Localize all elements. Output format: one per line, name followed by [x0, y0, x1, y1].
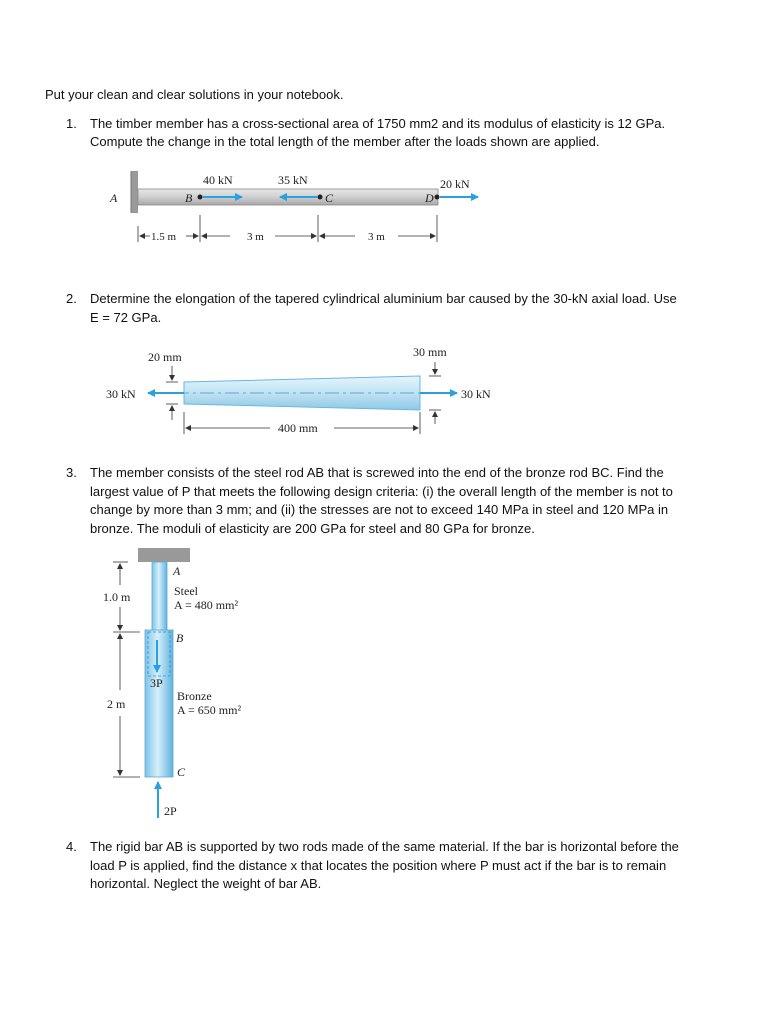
- q1-dim-2: 3 m: [247, 231, 264, 243]
- q3-load-2p: 2P: [164, 804, 177, 818]
- q4-line-2: load P is applied, find the distance x that locates the position where P must act if the bar is to remain: [90, 858, 667, 873]
- q1-label-b: B: [185, 191, 193, 205]
- q1-load-b: 40 kN: [203, 173, 233, 187]
- q3-steel-rod: [152, 562, 167, 632]
- q3-length-bronze: 2 m: [107, 697, 126, 711]
- q1-wall: [131, 171, 138, 213]
- q2-line-2: E = 72 GPa.: [90, 310, 162, 325]
- q3-label-b: B: [176, 631, 184, 645]
- q4-line-1: The rigid bar AB is supported by two rods made of the same material. If the bar is horizontal before the: [90, 839, 679, 854]
- q2-line-1: Determine the elongation of the tapered cylindrical aluminium bar caused by the 30-kN axial load. Use: [90, 291, 677, 306]
- q2-diameter-left: 20 mm: [148, 350, 182, 364]
- q3-line-2: largest value of P that meets the following design criteria: (i) the overall length of the member is not to: [90, 484, 673, 499]
- q4-number: 4.: [66, 839, 77, 854]
- q3-steel-area: A = 480 mm²: [174, 598, 239, 612]
- q1-label-a: A: [110, 191, 118, 205]
- q1-label-d: D: [425, 191, 434, 205]
- q3-line-3: change by more than 3 mm; and (ii) the stresses are not to exceed 140 MPa in steel and 120 MPa in: [90, 502, 669, 517]
- q1-dim-1: 1.5 m: [151, 231, 177, 243]
- q1-load-d: 20 kN: [440, 177, 470, 191]
- q2-length: 400 mm: [278, 421, 318, 435]
- q3-bronze-rod: [145, 630, 173, 777]
- q3-line-4: bronze. The moduli of elasticity are 200 GPa for steel and 80 GPa for bronze.: [90, 521, 535, 536]
- q1-label-c: C: [325, 191, 334, 205]
- q3-length-steel: 1.0 m: [103, 590, 131, 604]
- q1-number: 1.: [66, 116, 77, 131]
- q1-dimensions: [138, 215, 437, 242]
- q2-load-right: 30 kN: [461, 387, 491, 401]
- q3-number: 3.: [66, 465, 77, 480]
- q3-steel: Steel: [174, 584, 198, 598]
- q4-line-3: horizontal. Neglect the weight of bar AB.: [90, 876, 322, 891]
- q3-ceiling: [138, 548, 190, 562]
- q1-load-c: 35 kN: [278, 173, 308, 187]
- q3-line-1: The member consists of the steel rod AB that is screwed into the end of the bronze rod BC. Find the: [90, 465, 664, 480]
- q2-diameter-right: 30 mm: [413, 345, 447, 359]
- q3-bronze-area: A = 650 mm²: [177, 703, 242, 717]
- q1-line-1: The timber member has a cross-sectional area of 1750 mm2 and its modulus of elasticity is 12 GPa.: [90, 116, 666, 131]
- intro-text: Put your clean and clear solutions in your notebook.: [45, 87, 344, 102]
- q3-label-c: C: [177, 765, 186, 779]
- q3-label-a: A: [173, 564, 181, 578]
- q2-load-left: 30 kN: [106, 387, 136, 401]
- q3-load-3p: 3P: [150, 676, 163, 690]
- q2-number: 2.: [66, 291, 77, 306]
- q3-bronze: Bronze: [177, 689, 212, 703]
- q1-dim-3: 3 m: [368, 231, 385, 243]
- q1-line-2: Compute the change in the total length of the member after the loads shown are applied.: [90, 134, 600, 149]
